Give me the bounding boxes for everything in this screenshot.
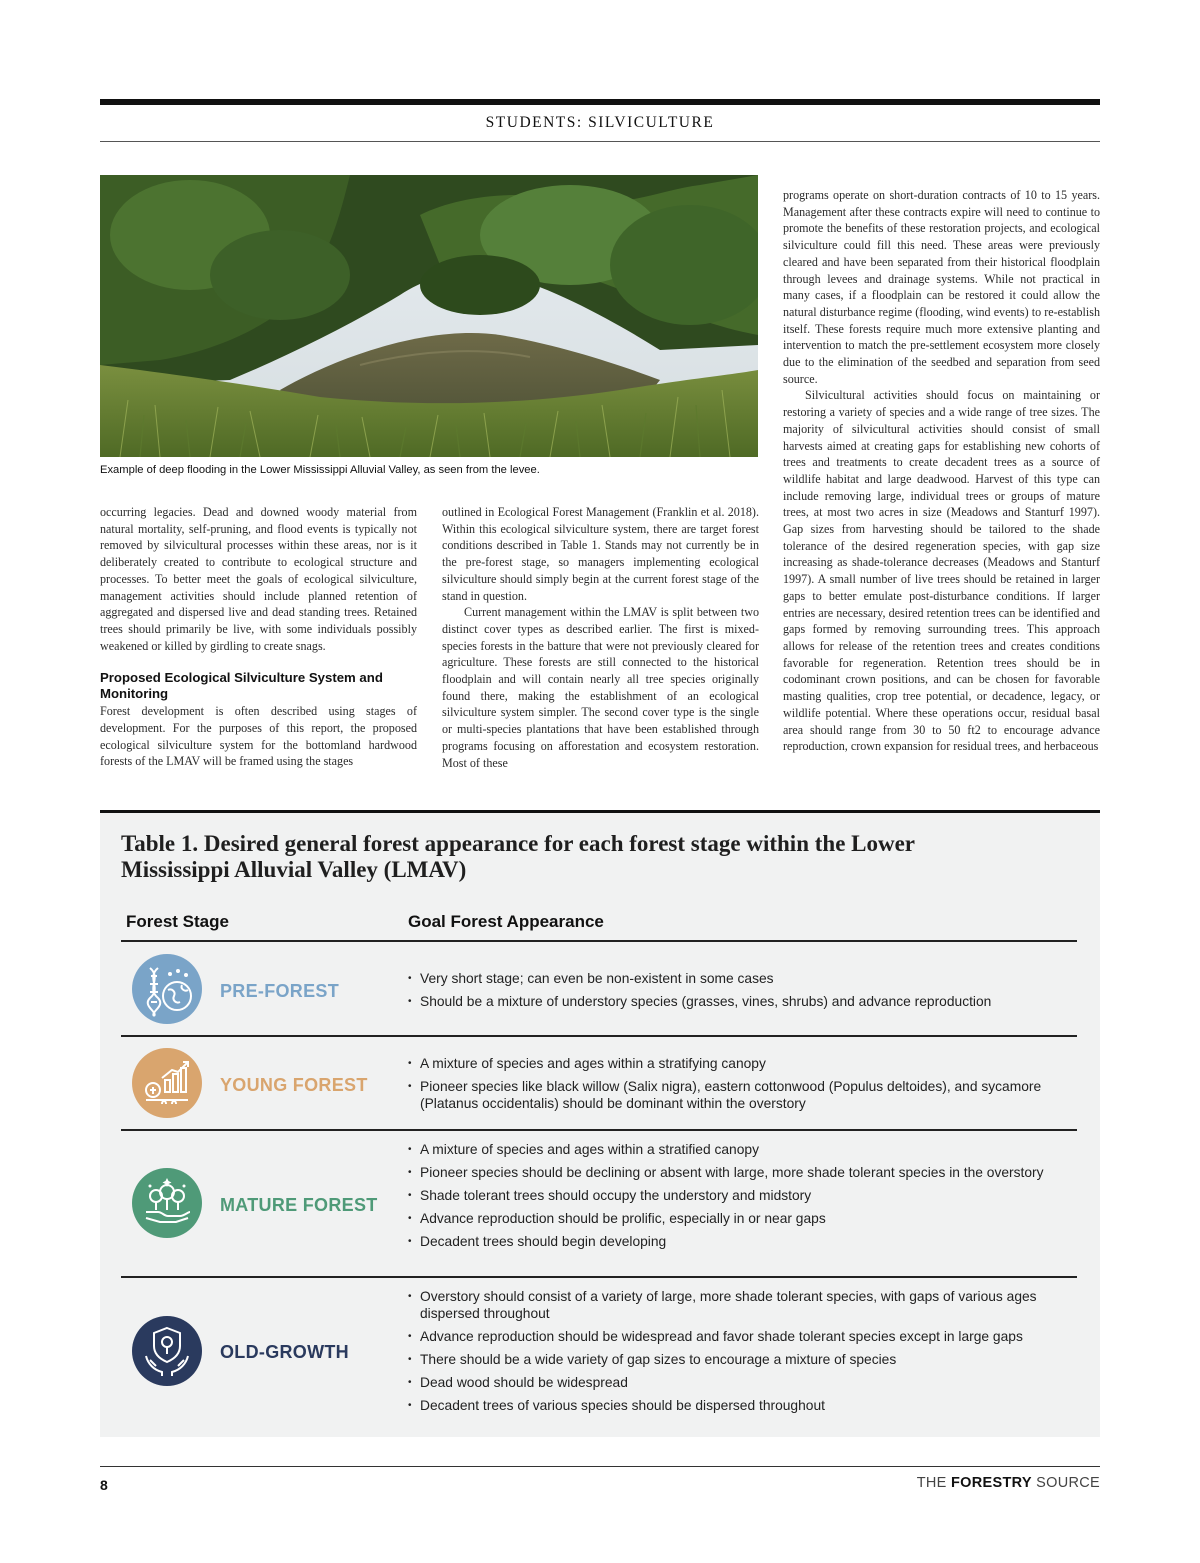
paragraph: programs operate on short-duration contracts of 10 to 15 years. Management after these contracts expire will need to continue to promote the benefits of these restoration projects, and ecological silviculture could fill this need. These areas were previously cleared and have been separated from their historical floodplain through levees and drainage systems. While not practical in many cases, if a floodplain can be restored it could allow the natural disturbance regime (flooding, wind events) to re-establish itself. These forests require much more extensive planting and intervention to match the pre-settlement ecosystem more closely due to the elimination of the seedbed and separation from seed source. (783, 188, 1100, 386)
brand-the: THE (916, 1475, 947, 1491)
subheading: Proposed Ecological Silviculture System and Monitoring (100, 670, 383, 702)
stage-label-young-forest: YOUNG FOREST (220, 1075, 368, 1095)
article-column-1 (100, 504, 417, 770)
section-rule (100, 141, 1100, 142)
table-title: Table 1. Desired general forest appearance for each forest stage within the Lower Mississippi Alluvial Valley (LMAV) (121, 831, 915, 882)
goal-item: • Advance reproduction should be prolific, especially in or near gaps (408, 1211, 1073, 1228)
brand-source: SOURCE (1036, 1475, 1100, 1491)
goal-item: • Shade tolerant trees should occupy the understory and midstory (408, 1188, 1073, 1205)
trees-hand-icon (132, 1168, 202, 1238)
stage-label-mature-forest: MATURE FOREST (220, 1195, 378, 1215)
section-heading: STUDENTS: SILVICULTURE (485, 114, 715, 131)
paragraph: occurring legacies. Dead and downed woody material from natural mortality, self-pruning, and flood events is typically not removed by silvicultural processes within these areas, nor is it deliberately created to contribute to ecological structure and processes. To better meet the goals of ecological silviculture, management activities should include planned retention of aggregated and dispersed live and dead standing trees. Retained trees should primarily be live, with some individuals possibly weakened or killed by girdling to create snags. (100, 505, 417, 653)
goal-item: • A mixture of species and ages within a stratified canopy (408, 1142, 1073, 1159)
article-column-2 (442, 504, 759, 771)
goal-item: • Dead wood should be widespread (408, 1375, 1073, 1392)
goal-item: • Very short stage; can even be non-existent in some cases (408, 971, 1073, 988)
goal-item: • Should be a mixture of understory species (grasses, vines, shrubs) and advance reproduction (408, 994, 1073, 1011)
goals-list-old-growth (408, 1289, 1073, 1421)
goal-item: • Pioneer species should be declining or absent with large, more shade tolerant species in the overstory (408, 1165, 1073, 1182)
page-number: 8 (100, 1477, 108, 1493)
goal-item: • Advance reproduction should be widespread and favor shade tolerant species except in large gaps (408, 1329, 1073, 1346)
paragraph: outlined in Ecological Forest Management (Franklin et al. 2018). Within this ecological silviculture system, there are target forest conditions described in Table 1. Stands may not currently be in the pre-forest stage, so managers implementing ecological silviculture should simply begin at the current forest stage of the stand in question. (442, 505, 759, 603)
row-rule (121, 1035, 1077, 1037)
goal-item: • Decadent trees should begin developing (408, 1234, 1073, 1251)
dna-globe-icon (132, 954, 202, 1024)
top-rule (100, 99, 1100, 105)
flooding-photo (100, 175, 758, 457)
shield-tree-hands-icon (132, 1316, 202, 1386)
paragraph: Current management within the LMAV is split between two distinct cover types as described earlier. The first is mixed-species forests in the batture that were not previously cleared for agriculture. These forests are still connected to the historical floodplain and will contain nearly all tree species originally found there, making the establishment of an ecological silviculture system simpler. The second cover type is the single or multi-species plantations that have been established through programs focusing on afforestation and ecosystem restoration. Most of these (442, 605, 759, 770)
goal-item: • Pioneer species like black willow (Salix nigra), eastern cottonwood (Populus deltoides), and sycamore (Platanus occidentalis) should be dominant within the overstory (408, 1079, 1073, 1112)
goal-item: • Decadent trees of various species should be dispersed throughout (408, 1398, 1073, 1415)
footer-rule (100, 1466, 1100, 1467)
publication-brand (917, 1475, 1100, 1491)
stage-label-pre-forest: PRE-FOREST (220, 981, 340, 1001)
column-header-goal: Goal Forest Appearance (408, 912, 604, 931)
goal-item: • There should be a wide variety of gap sizes to encourage a mixture of species (408, 1352, 1073, 1369)
photo-caption: Example of deep flooding in the Lower Mississippi Alluvial Valley, as seen from the levee. (100, 464, 540, 476)
goal-item: • Overstory should consist of a variety of large, more shade tolerant species, with gaps of various ages dispersed throughout (408, 1289, 1073, 1322)
goals-list-pre-forest (408, 971, 1073, 1017)
paragraph: Forest development is often described using stages of development. For the purposes of this report, the proposed ecological silviculture system for the bottomland hardwood forests of the LMAV will be framed using the stages (100, 704, 417, 769)
stage-label-old-growth: OLD-GROWTH (220, 1342, 349, 1362)
goal-item: • A mixture of species and ages within a stratifying canopy (408, 1056, 1073, 1073)
paragraph: Silvicultural activities should focus on maintaining or restoring a variety of species and a wide range of tree sizes. The majority of silvicultural activities should consist of small harvests aimed at creating gaps for establishing new cohorts of trees and treatments to create decadent trees as a source of wildlife habitat and large deadwood. Harvest of this type can include removing large, individual trees or groups of mature trees, at most two acres in size (Meadows and Stanturf 1997). Gap sizes from harvesting should be tailored to the shade tolerance of the desired regeneration species, with gap size increasing as shade-tolerance decreases (Meadows and Stanturf 1997). A small number of live trees should be retained in larger gaps to better emulate post-disturbance conditions. If larger entries are necessary, desired retention trees can be identified and gaps formed by removing surrounding trees. This approach allows for release of the retention trees and creates conditions favorable for regeneration. Retention trees should be in codominant crown positions, and can be chosen for favorable masting qualities, crop tree potential, or decadence, legacy, or wildlife potential. Where these operations occur, residual basal area should range from 30 to 50 ft2 to encourage advance reproduction, crown expansion for residual trees, and herbaceous (783, 388, 1100, 754)
article-column-3 (783, 187, 1100, 755)
header-rule (121, 940, 1077, 942)
column-header-stage: Forest Stage (126, 912, 229, 931)
row-rule (121, 1276, 1077, 1278)
goals-list-mature-forest (408, 1142, 1073, 1257)
row-rule (121, 1129, 1077, 1131)
brand-forestry: FORESTRY (951, 1475, 1032, 1491)
goals-list-young-forest (408, 1056, 1073, 1119)
growth-chart-icon (132, 1048, 202, 1118)
